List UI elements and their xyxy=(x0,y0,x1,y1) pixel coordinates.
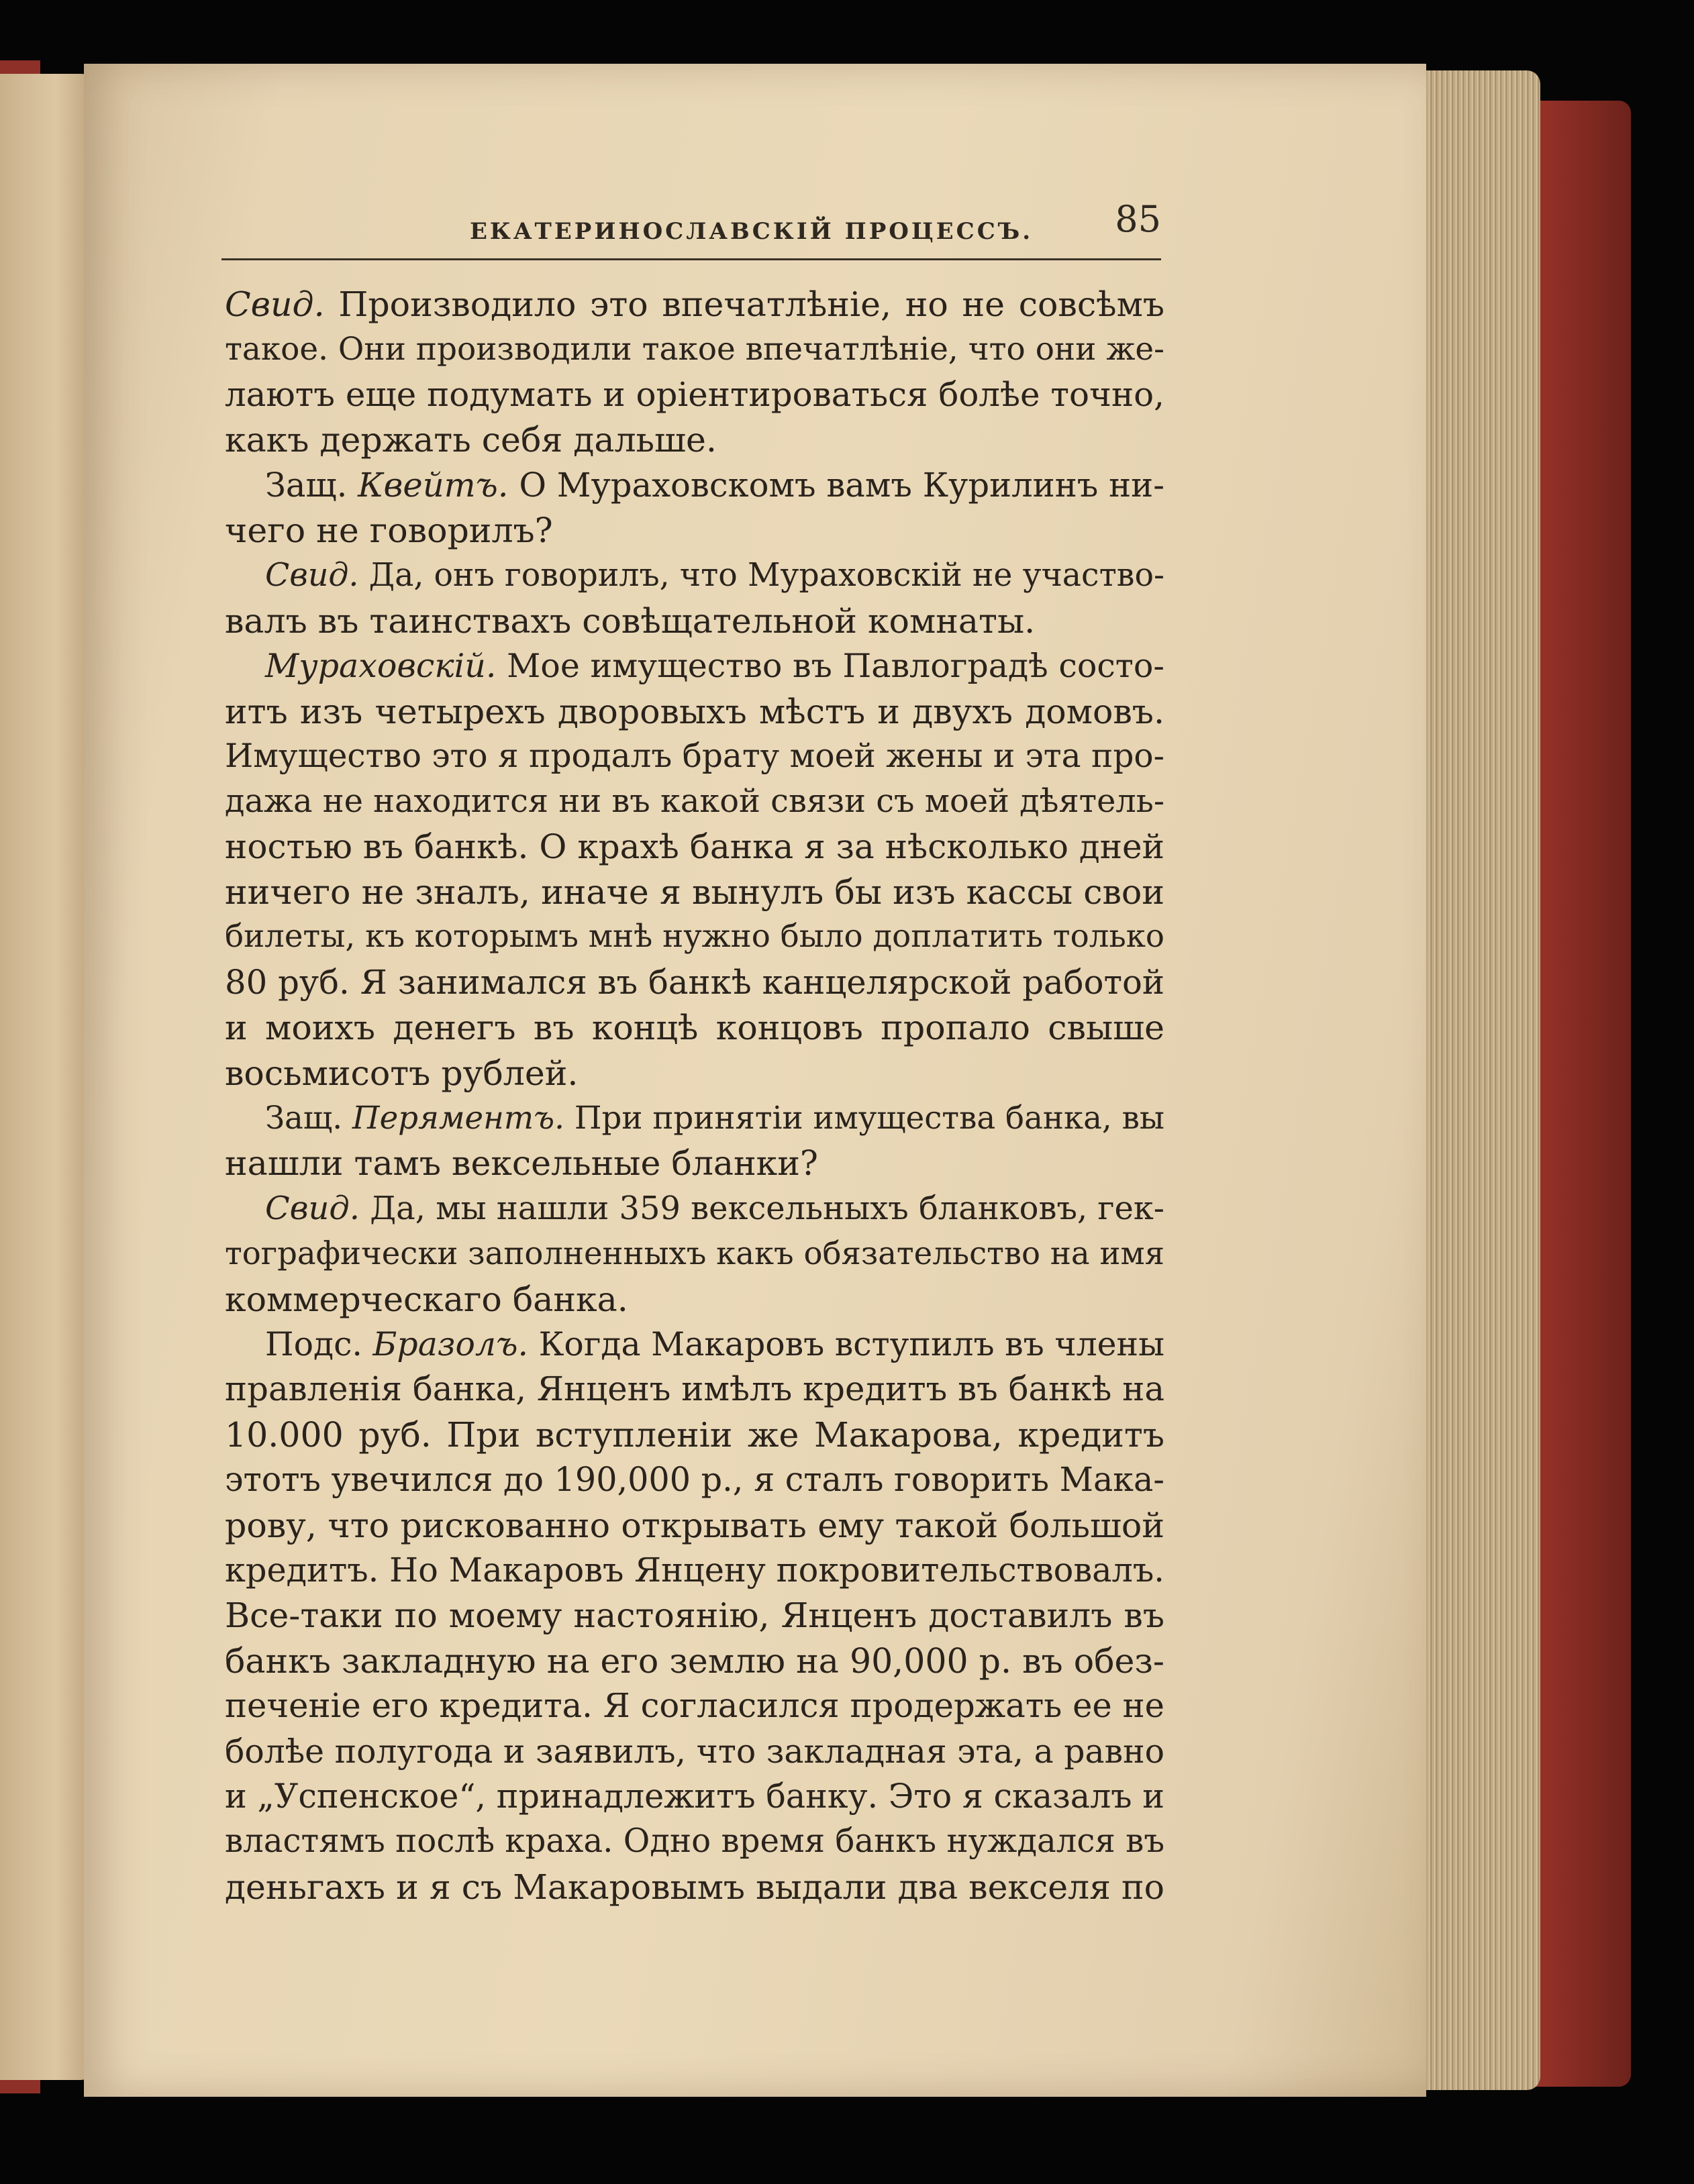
running-head-title: ЕКАТЕРИНОСЛАВСКІЙ ПРОЦЕССЪ. xyxy=(470,218,1034,245)
line-prefix: Защ. xyxy=(265,1100,352,1137)
text-line xyxy=(225,417,1164,462)
text-line xyxy=(225,1096,1164,1141)
text-line xyxy=(225,1774,1164,1819)
line-text: нашли тамъ вексельные бланки? xyxy=(225,1143,818,1184)
text-line xyxy=(225,372,1164,417)
line-text: 10.000 руб. При вступленіи же Макарова, кредитъ xyxy=(225,1414,1164,1455)
line-text: кредитъ. Но Макаровъ Янцену покровительствовалъ. xyxy=(225,1550,1164,1590)
line-text: рову, что рискованно открывать ему такой большой xyxy=(225,1505,1164,1545)
body-text xyxy=(225,282,1164,1910)
line-text: какъ держать себя дальше. xyxy=(225,420,717,460)
text-line xyxy=(225,553,1164,598)
text-line xyxy=(225,1548,1164,1593)
line-text: лаютъ еще подумать и оріентироваться болѣе точно, xyxy=(225,374,1164,414)
text-line xyxy=(225,1367,1164,1412)
text-line xyxy=(225,1051,1164,1096)
text-line xyxy=(225,1729,1164,1774)
running-head xyxy=(221,191,1161,265)
line-text: чего не говорилъ? xyxy=(225,510,553,550)
text-line xyxy=(225,1005,1164,1050)
line-text: Да, мы нашли 359 вексельныхъ бланковъ, гек- xyxy=(359,1190,1164,1227)
line-text: ничего не зналъ, иначе я вынулъ бы изъ кассы свои xyxy=(225,872,1164,913)
speaker-name: Квейтъ. xyxy=(358,465,509,505)
line-text: правленія банка, Янценъ имѣлъ кредитъ въ банкѣ на xyxy=(225,1369,1164,1409)
text-line xyxy=(225,1231,1164,1276)
text-line xyxy=(225,1186,1164,1231)
text-line xyxy=(225,1503,1164,1548)
line-text: Все-таки по моему настоянію, Янценъ доставилъ въ xyxy=(225,1596,1164,1636)
speaker-name: Свид. xyxy=(225,284,325,324)
text-line xyxy=(225,779,1164,824)
line-text: 80 руб. Я занимался въ банкѣ канцелярской работой xyxy=(225,962,1164,1002)
line-text: Да, онъ говорилъ, что Мураховскій не участво- xyxy=(358,557,1164,594)
line-prefix: Подс. xyxy=(265,1324,373,1363)
text-line xyxy=(225,960,1164,1005)
line-text: и моихъ денегъ въ концѣ концовъ пропало свыше xyxy=(225,1008,1164,1048)
text-line xyxy=(225,1639,1164,1683)
speaker-name: Свид. xyxy=(265,1190,360,1227)
line-text: властямъ послѣ краха. Одно время банкъ нуждался въ xyxy=(225,1822,1164,1861)
text-line xyxy=(225,825,1164,870)
text-line xyxy=(225,599,1164,643)
line-text: болѣе полугода и заявилъ, что закладная эта, а равно xyxy=(225,1732,1164,1771)
line-text: Мое имущество въ Павлоградѣ состо- xyxy=(496,646,1164,686)
text-line xyxy=(225,1412,1164,1457)
line-text: Имущество это я продалъ брату моей жены и эта про- xyxy=(225,737,1164,775)
text-line xyxy=(225,1141,1164,1186)
text-line xyxy=(225,689,1164,734)
line-text: валъ въ таинствахъ совѣщательной комнаты. xyxy=(225,601,1036,641)
line-text: восьмисотъ рублей. xyxy=(225,1053,579,1093)
text-line xyxy=(225,870,1164,915)
header-rule xyxy=(221,258,1161,260)
text-line xyxy=(225,1457,1164,1502)
text-line xyxy=(225,915,1164,959)
text-line xyxy=(225,1277,1164,1322)
line-text: Производило это впечатлѣніе, но не совсѣмъ xyxy=(324,284,1164,324)
speaker-name: Бразолъ. xyxy=(372,1324,529,1363)
line-text: дажа не находится ни въ какой связи съ моей дѣятель- xyxy=(225,783,1164,821)
text-line xyxy=(225,282,1164,327)
text-line xyxy=(225,734,1164,779)
line-text: такое. Они производили такое впечатлѣніе, что они же- xyxy=(225,331,1164,368)
text-line xyxy=(225,643,1164,688)
text-line xyxy=(225,1683,1164,1728)
line-text: Когда Макаровъ вступилъ въ члены xyxy=(528,1324,1164,1363)
line-text: ностью въ банкѣ. О крахѣ банка я за нѣсколько дней xyxy=(225,827,1164,866)
line-text: тографически заполненныхъ какъ обязательство на имя xyxy=(225,1235,1164,1272)
text-line xyxy=(225,1322,1164,1367)
line-text: деньгахъ и я съ Макаровымъ выдали два векселя по xyxy=(225,1867,1164,1907)
speaker-name: Мураховскій. xyxy=(265,646,497,686)
line-prefix: Защ. xyxy=(265,465,358,505)
speaker-name: Свид. xyxy=(265,557,359,594)
text-line xyxy=(225,327,1164,372)
line-text: При принятіи имущества банка, вы xyxy=(564,1100,1164,1137)
text-line xyxy=(225,508,1164,553)
text-line xyxy=(225,1819,1164,1864)
line-text: коммерческаго банка. xyxy=(225,1279,628,1319)
line-text: печеніе его кредита. Я согласился продержать ее не xyxy=(225,1686,1164,1726)
speaker-name: Перяментъ. xyxy=(352,1100,564,1137)
line-text: билеты, къ которымъ мнѣ нужно было доплатить только xyxy=(225,919,1164,955)
page-block-edges xyxy=(1406,70,1540,2090)
line-text: итъ изъ четырехъ дворовыхъ мѣстъ и двухъ домовъ. xyxy=(225,691,1164,731)
page-number: 85 xyxy=(1115,198,1161,240)
line-text: и „Успенское“, принадлежитъ банку. Это я сказалъ и xyxy=(225,1776,1164,1816)
text-line xyxy=(225,1593,1164,1638)
text-line xyxy=(225,1865,1164,1910)
line-text: О Мураховскомъ вамъ Курилинъ ни- xyxy=(508,465,1164,505)
line-text: банкъ закладную на его землю на 90,000 р. въ обез- xyxy=(225,1641,1164,1681)
line-text: этотъ увечился до 190,000 р., я сталъ говорить Мака- xyxy=(225,1460,1164,1500)
text-line xyxy=(225,463,1164,508)
